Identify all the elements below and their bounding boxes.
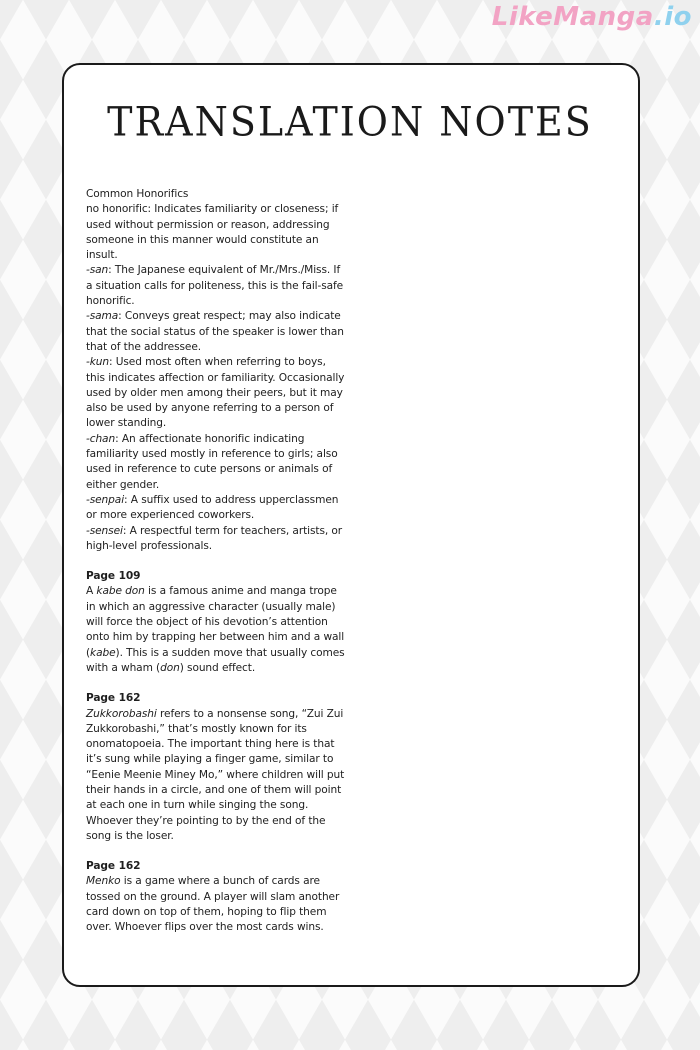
honorific-term: -chan	[86, 432, 116, 445]
honorific-definition: : Conveys great respect; may also indicate that the social status of the speaker is lower than that of the addressee.	[86, 310, 344, 353]
note-body-page-109	[86, 584, 348, 676]
note-text: A	[86, 585, 97, 598]
note-text: is a game where a bunch of cards are tossed on the ground. A player will slam another card down on top of them, hoping to flip them over. Whoever flips over the most cards wins.	[86, 875, 340, 934]
note-heading-page-162-a: Page 162	[86, 692, 141, 705]
honorific-sensei	[86, 524, 348, 555]
honorific-definition: : Used most often when referring to boys, this indicates affection or familiarity. Occasionally used by older men among their peers, but it may also be used by anyone referring to a person of lower standing.	[86, 356, 345, 430]
note-text: ). This is a sudden move that usually comes with a wham (	[86, 646, 345, 674]
honorific-definition: : A suffix used to address upperclassmen or more experienced coworkers.	[86, 493, 339, 522]
honorific-term: -sensei	[86, 524, 123, 537]
honorific-senpai	[86, 493, 348, 524]
note-term: Menko	[86, 875, 121, 888]
page-title: TRANSLATION NOTES	[107, 98, 593, 146]
note-body-page-162-a	[86, 707, 348, 845]
note-text: refers to a nonsense song, “Zui Zui Zukkorobashi,” that’s mostly known for its onomatopoeia. The important thing here is that it’s sung while playing a finger game, similar to “Eenie Meenie Miney Mo,” where children will put their hands in a circle, and one of them will point at each one in turn while singing the song. Whoever they’re pointing to by the end of the song is the loser.	[86, 707, 345, 842]
honorific-chan	[86, 432, 348, 493]
honorific-san	[86, 263, 348, 309]
note-text: is a famous anime and manga trope in which an aggressive character (usually male) will force the object of his devotion’s attention onto him by trapping her between him and a wall (	[86, 585, 345, 659]
note-term: kabe	[90, 646, 116, 659]
note-term: kabe don	[96, 585, 145, 598]
note-term: Zukkorobashi	[86, 707, 157, 720]
honorific-term: -senpai	[86, 493, 125, 506]
watermark-part-2: .io	[653, 2, 692, 32]
note-body-page-162-b	[86, 874, 348, 935]
watermark-part-1: LikeManga	[491, 2, 654, 32]
notes-content	[86, 187, 348, 936]
honorific-definition: : The Japanese equivalent of Mr./Mrs./Miss. If a situation calls for politeness, this is the fail-safe honorific.	[86, 264, 344, 308]
note-term: don	[160, 661, 180, 674]
honorific-definition: : An affectionate honorific indicating familiarity used mostly in reference to girls; also used in reference to cute persons or animals of either gender.	[86, 432, 338, 491]
honorific-sama	[86, 309, 348, 355]
note-text: ) sound effect.	[179, 661, 256, 674]
honorific-definition: : A respectful term for teachers, artists, or high-level professionals.	[86, 524, 343, 552]
site-watermark	[492, 2, 692, 32]
honorific-term: -san	[86, 264, 109, 277]
note-heading-page-162-b: Page 162	[86, 860, 141, 873]
honorific-kun	[86, 355, 348, 431]
honorific-term: -sama	[86, 310, 119, 323]
honorific-none: no honorific: Indicates familiarity or closeness; if used without permission or reason, addressing someone in this manner would constitute an insult.	[86, 203, 339, 262]
honorific-term: -kun	[86, 356, 109, 369]
honorifics-heading: Common Honorifics	[86, 188, 189, 200]
note-heading-page-109: Page 109	[86, 570, 141, 583]
